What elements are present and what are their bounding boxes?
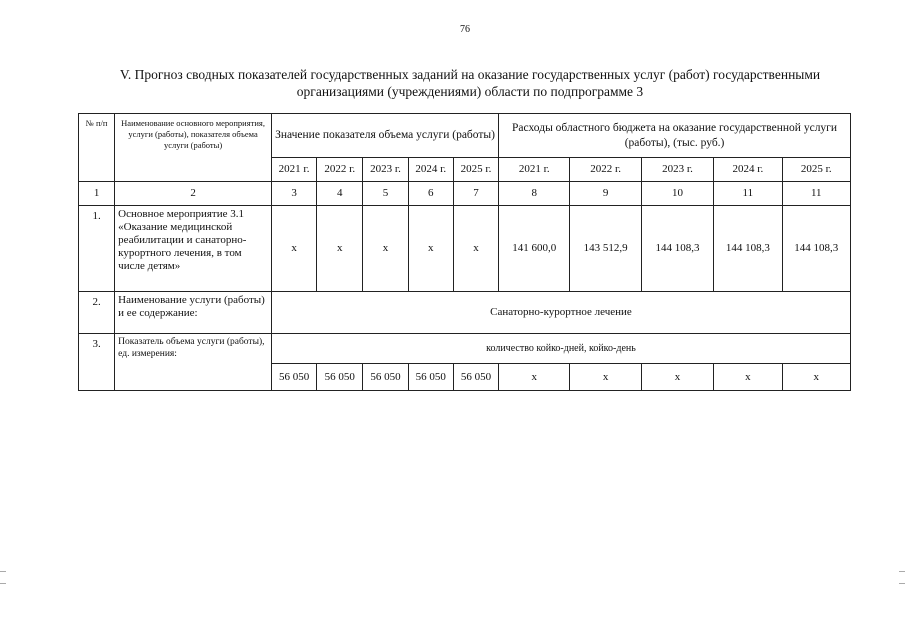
column-number-row xyxy=(79,182,851,206)
table-row xyxy=(79,334,851,364)
column-number: 6 xyxy=(408,182,453,206)
column-number: 3 xyxy=(271,182,316,206)
column-number: 9 xyxy=(570,182,641,206)
column-number: 1 xyxy=(79,182,115,206)
column-number: 7 xyxy=(453,182,498,206)
edge-mark xyxy=(0,571,6,572)
table-row xyxy=(79,206,851,292)
volume-year: 2024 г. xyxy=(408,158,453,182)
header-row-1 xyxy=(79,114,851,158)
budget-value: 144 108,3 xyxy=(782,206,850,292)
volume-year: 2021 г. xyxy=(271,158,316,182)
edge-mark xyxy=(899,583,905,584)
table-row xyxy=(79,292,851,334)
unit-of-measure: количество койко-дней, койко-день xyxy=(271,334,850,364)
column-number: 8 xyxy=(499,182,570,206)
volume-value: х xyxy=(363,206,408,292)
header-volume-group: Значение показателя объема услуги (работы) xyxy=(271,114,498,158)
volume-value: 56 050 xyxy=(363,364,408,391)
volume-year: 2023 г. xyxy=(363,158,408,182)
row-num: 2. xyxy=(79,292,115,334)
row-name: Основное мероприятие 3.1 «Оказание медицинской реабилитации и санаторно-курортного лечения, в том числе детям» xyxy=(115,206,272,292)
header-num: № п/п xyxy=(79,114,115,182)
column-number: 2 xyxy=(115,182,272,206)
volume-value: х xyxy=(271,206,316,292)
volume-value: х xyxy=(408,206,453,292)
indicators-table xyxy=(78,113,851,391)
volume-value: х xyxy=(453,206,498,292)
volume-value: 56 050 xyxy=(408,364,453,391)
volume-year: 2025 г. xyxy=(453,158,498,182)
volume-value: х xyxy=(317,206,363,292)
budget-value: 143 512,9 xyxy=(570,206,641,292)
volume-value: 56 050 xyxy=(317,364,363,391)
budget-value: х xyxy=(714,364,782,391)
budget-year: 2024 г. xyxy=(714,158,782,182)
budget-year: 2025 г. xyxy=(782,158,850,182)
budget-value: х xyxy=(570,364,641,391)
budget-value: 144 108,3 xyxy=(714,206,782,292)
service-name: Санаторно-курортное лечение xyxy=(271,292,850,334)
budget-value: 141 600,0 xyxy=(499,206,570,292)
budget-value: х xyxy=(782,364,850,391)
edge-mark xyxy=(899,571,905,572)
row-num: 3. xyxy=(79,334,115,391)
volume-value: 56 050 xyxy=(453,364,498,391)
column-number: 11 xyxy=(714,182,782,206)
column-number: 11 xyxy=(782,182,850,206)
page-number: 76 xyxy=(460,24,470,35)
row-name: Наименование услуги (работы) и ее содержание: xyxy=(115,292,272,334)
title-line-2: организациями (учреждениями) области по подпрограмме 3 xyxy=(296,84,644,99)
budget-year: 2023 г. xyxy=(641,158,713,182)
budget-value: 144 108,3 xyxy=(641,206,713,292)
volume-year: 2022 г. xyxy=(317,158,363,182)
header-budget-group: Расходы областного бюджета на оказание государственной услуги (работы), (тыс. руб.) xyxy=(499,114,851,158)
title-line-1: V. Прогноз сводных показателей государственных заданий на оказание государственных услуг (работ) государственными xyxy=(119,67,821,82)
column-number: 5 xyxy=(363,182,408,206)
budget-value: х xyxy=(641,364,713,391)
budget-year: 2021 г. xyxy=(499,158,570,182)
volume-value: 56 050 xyxy=(271,364,316,391)
budget-year: 2022 г. xyxy=(570,158,641,182)
row-num: 1. xyxy=(79,206,115,292)
edge-mark xyxy=(0,583,6,584)
column-number: 10 xyxy=(641,182,713,206)
budget-value: х xyxy=(499,364,570,391)
column-number: 4 xyxy=(317,182,363,206)
header-name: Наименование основного мероприятия, услуги (работы), показателя объема услуги (работы) xyxy=(115,114,272,182)
row-name: Показатель объема услуги (работы), ед. измерения: xyxy=(115,334,272,391)
document-title xyxy=(60,66,880,100)
